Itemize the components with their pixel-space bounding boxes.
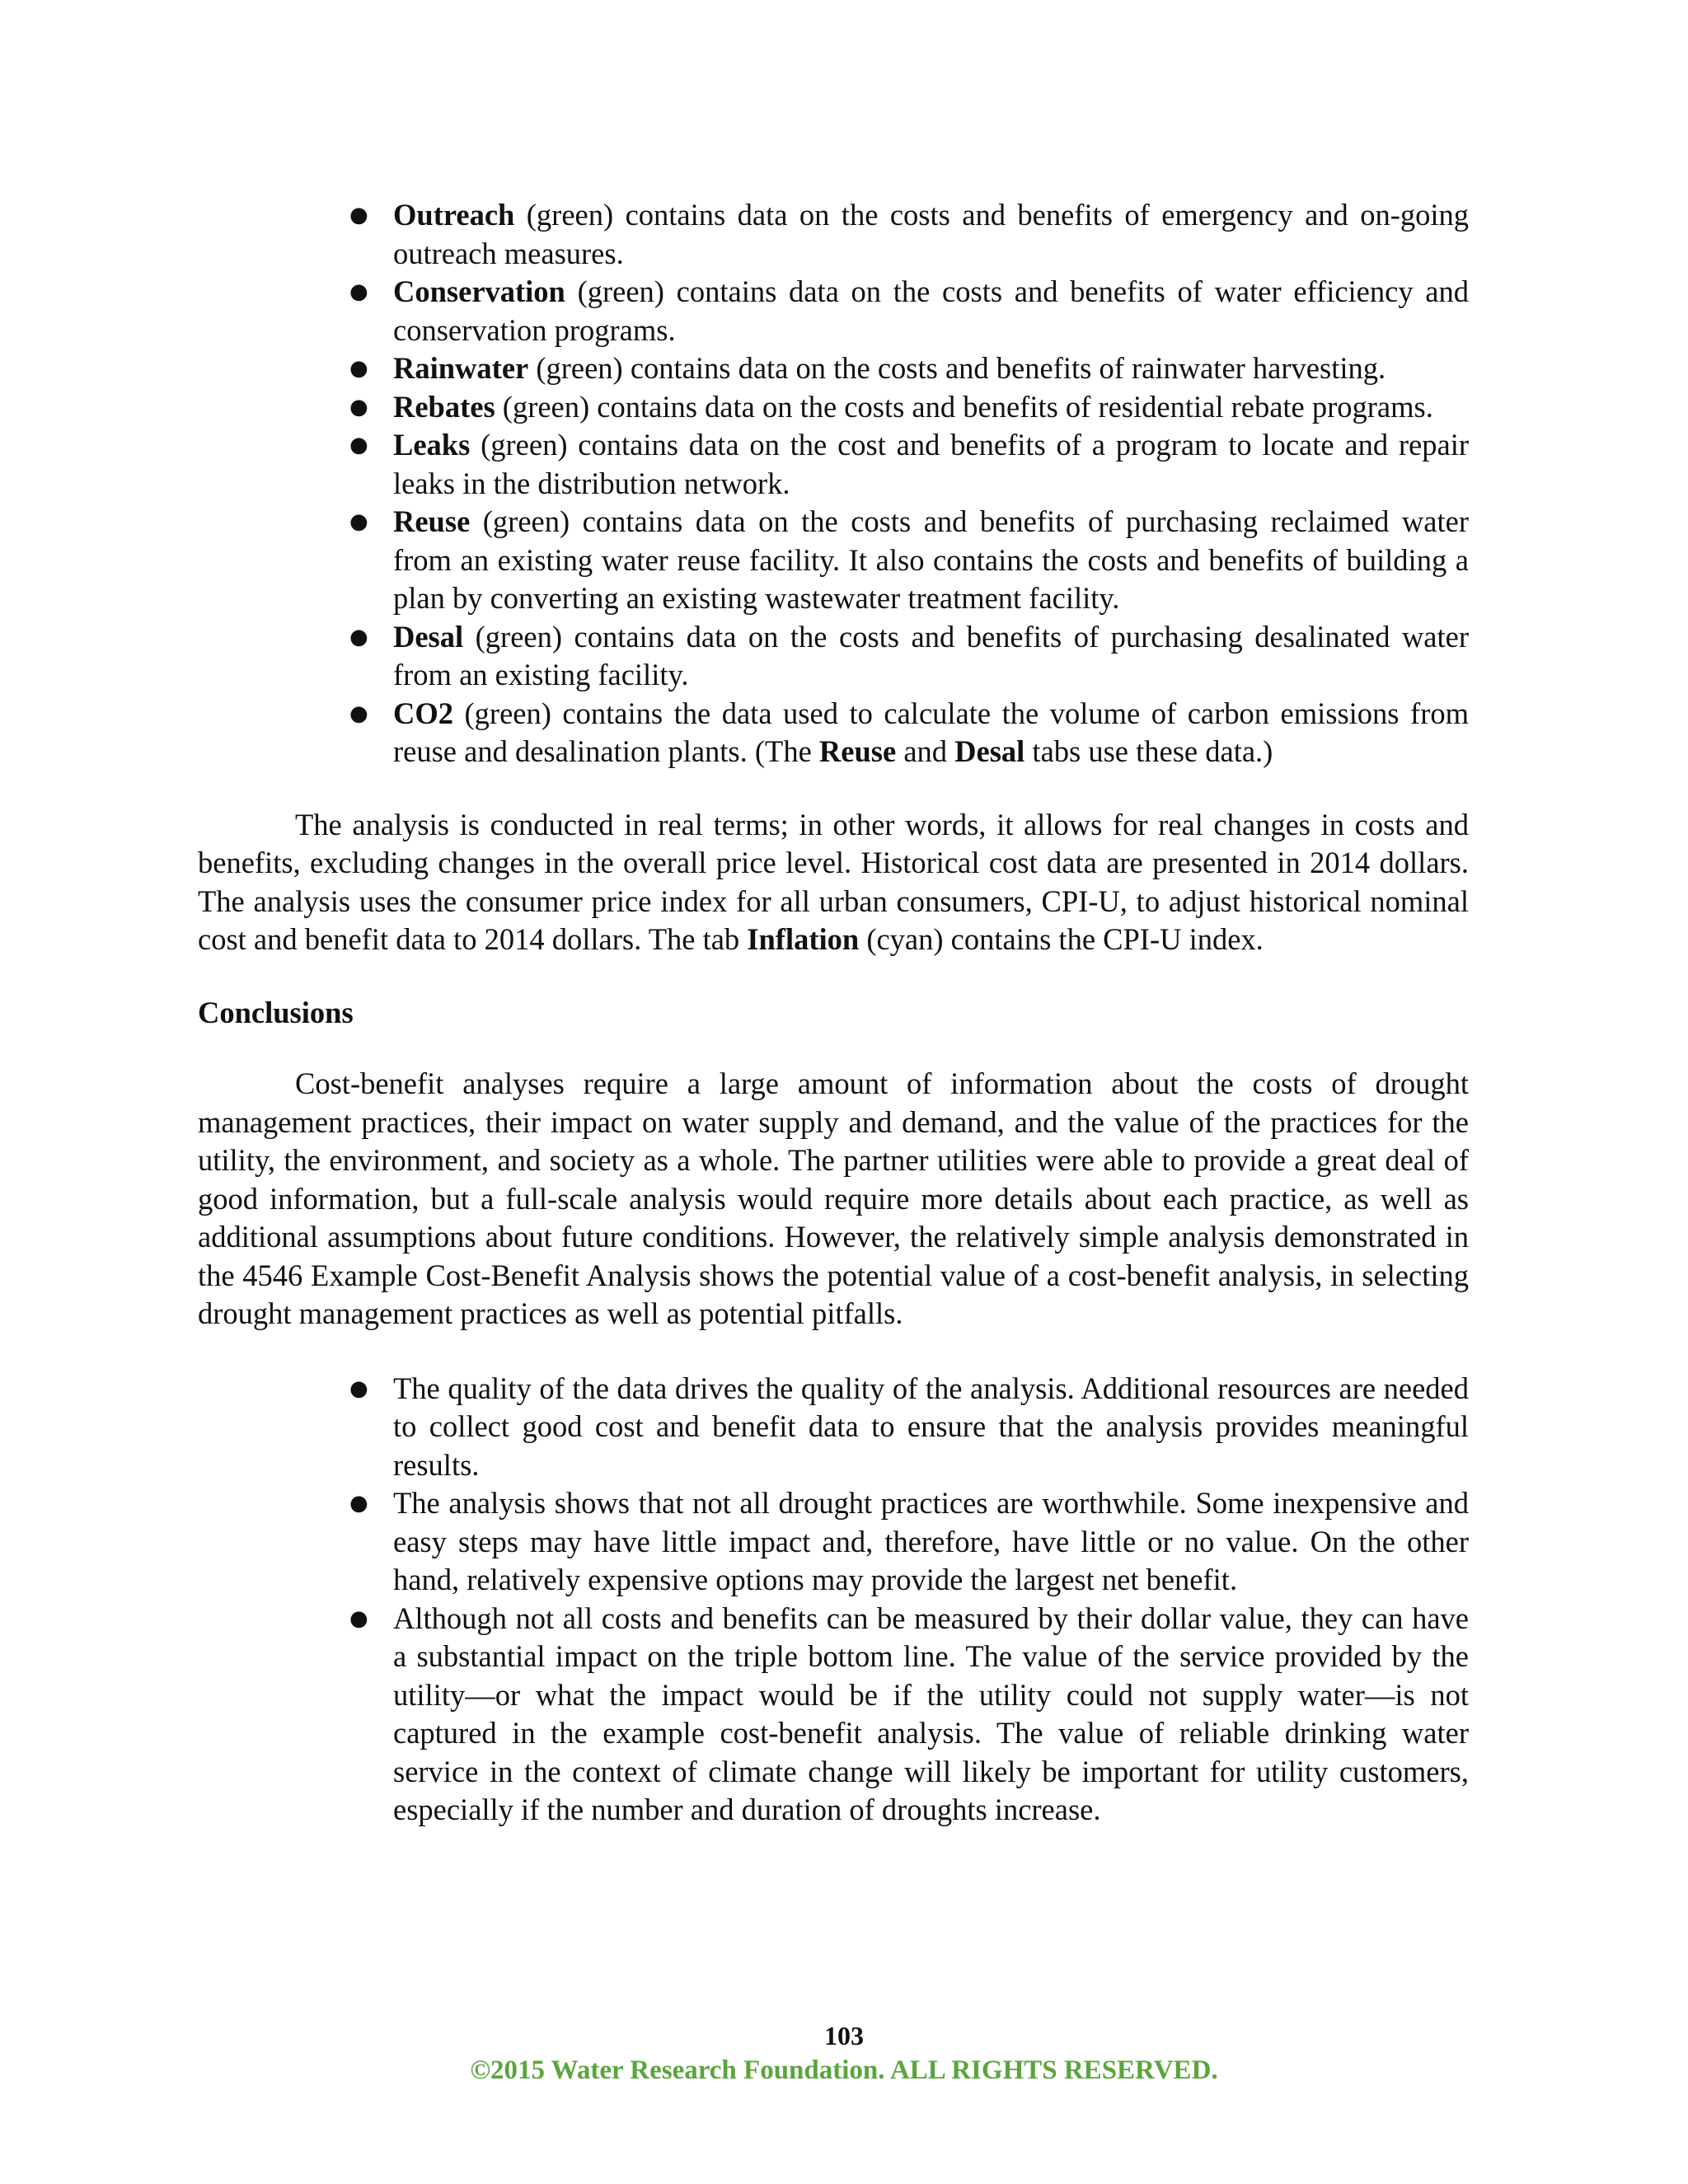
bullet-icon: ●	[349, 1491, 368, 1516]
tab-description: (green) contains data on the cost and benefits of a program to locate and repair leaks in the distribution network.	[393, 428, 1469, 500]
tab-name: Reuse	[393, 504, 471, 538]
bullet-icon: ●	[349, 356, 368, 381]
bullet-icon: ●	[349, 279, 368, 304]
bullet-icon: ●	[349, 701, 368, 726]
tab-name: Desal	[393, 619, 464, 654]
tab-description: (green) contains data on the costs and benefits of purchasing reclaimed water from an existing water reuse facility. It also contains the costs and benefits of building a plan by converting an existing wastewater treatment facility.	[393, 504, 1469, 615]
tab-description: (green) contains data on the costs and benefits of residential rebate programs.	[495, 389, 1433, 424]
tab-reference: Reuse	[818, 734, 897, 768]
list-item: ● The analysis shows that not all drought practices are worthwhile. Some inexpensive and easy steps may have little impact and, therefore, have little or no value. On the other hand, relatively expensive options may provide the largest net benefit.	[349, 1486, 1469, 1596]
list-item-reuse	[349, 503, 1469, 618]
page-number: 103	[824, 2021, 864, 2050]
tab-name: CO2	[393, 696, 453, 730]
tab-name: Outreach	[393, 198, 515, 232]
list-item-conservation	[349, 273, 1469, 349]
tab-description: (green) contains data on the costs and benefits of rainwater harvesting.	[528, 351, 1386, 385]
bullet-icon: ●	[349, 1376, 368, 1401]
list-item-desal	[349, 618, 1469, 695]
tab-name: Rainwater	[393, 351, 529, 385]
list-item-rebates	[349, 388, 1469, 427]
conclusions-paragraph: Cost-benefit analyses require a large amount of information about the costs of drought management practices, their impact on water supply and demand, and the value of the practices for the utility, the environment, and society as a whole. The partner utilities were able to provide a great deal of good information, but a full-scale analysis would require more details about each practice, as well as additional assumptions about future conditions. However, the relatively simple analysis demonstrated in the 4546 Example Cost-Benefit Analysis shows the potential value of a cost-benefit analysis, in selecting drought management practices as well as potential pitfalls.	[198, 1066, 1469, 1330]
tab-description: (green) contains data on the costs and benefits of emergency and on-going outreach measures.	[393, 198, 1469, 270]
conclusions-bullet-list	[198, 1370, 1469, 1830]
tab-name: Conservation	[393, 274, 565, 308]
tabs-bullet-list	[198, 196, 1469, 771]
section-heading: Conclusions	[198, 995, 354, 1029]
tab-description: (green) contains data on the costs and benefits of purchasing desalinated water from an existing facility.	[393, 619, 1469, 691]
tab-reference: Desal	[954, 734, 1025, 768]
list-item-outreach	[349, 196, 1469, 273]
bullet-icon: ●	[349, 394, 368, 419]
bullet-icon: ●	[349, 1605, 368, 1631]
tab-description: (green) contains the data used to calculate the volume of carbon emissions from reuse and desalination plants. (The	[393, 696, 1469, 768]
list-item-co2	[349, 695, 1469, 771]
tab-description: tabs use these data.)	[1025, 734, 1273, 768]
copyright-notice: ©2015 Water Research Foundation. ALL RIGHTS RESERVED.	[470, 2055, 1218, 2085]
bullet-icon: ●	[349, 624, 368, 649]
bullet-icon: ●	[349, 509, 368, 534]
bullet-icon: ●	[349, 433, 368, 457]
tab-description: (green) contains data on the costs and benefits of water efficiency and conservation programs.	[393, 274, 1469, 347]
list-item-leaks	[349, 426, 1469, 503]
list-item: ● The quality of the data drives the quality of the analysis. Additional resources are needed to collect good cost and benefit data to ensure that the analysis provides meaningful results.	[349, 1371, 1469, 1482]
tab-description: and	[896, 734, 955, 768]
list-item-rainwater	[349, 349, 1469, 388]
real-terms-paragraph: The analysis is conducted in real terms; in other words, it allows for real changes in costs and benefits, excluding changes in the overall price level. Historical cost data are presented in 2014 dollars. The analysis uses the consumer price index for all urban consumers, CPI-U, to adjust historical nominal cost and benefit data to 2014 dollars. The tab Inflation (cyan) contains the CPI-U index.	[198, 807, 1469, 956]
tab-name: Leaks	[393, 428, 471, 462]
tab-name: Rebates	[393, 389, 495, 424]
list-item: ● Although not all costs and benefits can be measured by their dollar value, they can have a substantial impact on the triple bottom line. The value of the service provided by the utility—or what the impact would be if the utility could not supply water—is not captured in the example cost-benefit analysis. The value of reliable drinking water service in the context of climate change will likely be important for utility customers, especially if the number and duration of droughts increase.	[349, 1601, 1469, 1826]
inflation-tab-name: Inflation	[747, 922, 860, 956]
page-content	[198, 196, 1469, 1830]
bullet-icon: ●	[349, 203, 368, 227]
